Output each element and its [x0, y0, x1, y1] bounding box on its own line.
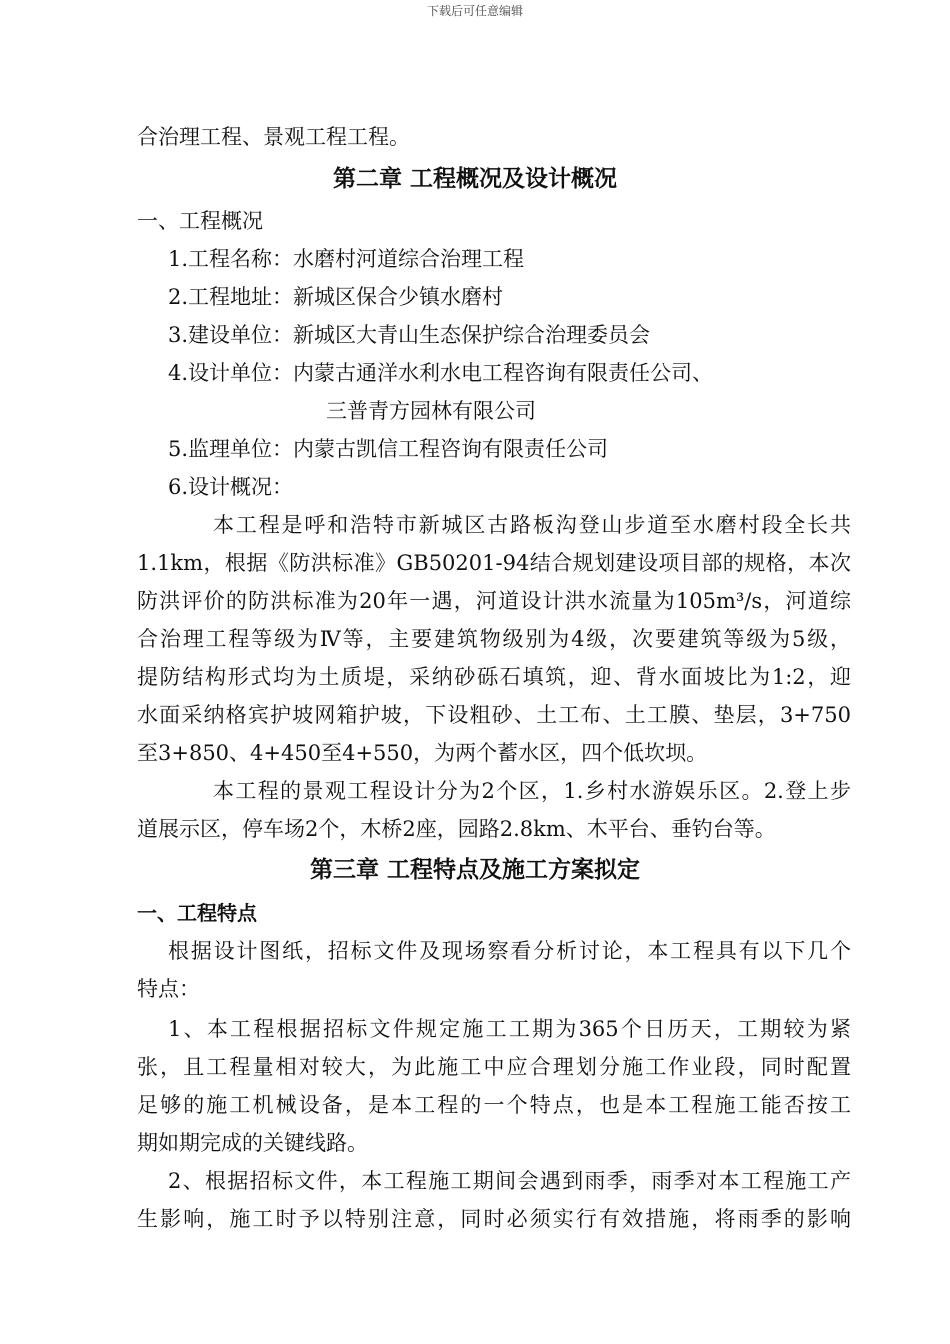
list-item: 6.设计概况：: [168, 475, 294, 499]
paragraph-line: 至3+850、4+450至4+550，为两个蓄水区，四个低坎坝。: [137, 741, 708, 765]
list-item: 3.建设单位：新城区大青山生态保护综合治理委员会: [168, 323, 651, 347]
paragraph-line: 水面采纳格宾护坡网箱护坡，下设粗砂、土工布、土工膜、垫层，3+750: [137, 703, 851, 727]
page-header: 下载后可任意编辑: [426, 4, 523, 18]
paragraph-line: 张，且工程量相对较大，为此施工中应合理划分施工作业段，同时配置: [137, 1055, 851, 1079]
list-item: 4.设计单位：内蒙古通洋水利水电工程咨询有限责任公司、: [168, 361, 714, 385]
paragraph-line: 防洪评价的防洪标准为20年一遇，河道设计洪水流量为105m³/s，河道综: [137, 589, 851, 613]
chapter-3-title: 第三章 工程特点及施工方案拟定: [309, 857, 640, 883]
paragraph-line: 生影响，施工时予以特别注意，同时必须实行有效措施，将雨季的影响: [137, 1207, 851, 1231]
list-item-continuation: 三普青方园林有限公司: [326, 399, 536, 423]
paragraph-line: 道展示区，停车场2个，木桥2座，园路2.8km、木平台、垂钓台等。: [137, 817, 776, 841]
section-title: 一、工程特点: [137, 901, 257, 925]
paragraph-line: 2、根据招标文件，本工程施工期间会遇到雨季，雨季对本工程施工产: [168, 1169, 851, 1193]
list-item: 5.监理单位：内蒙古凯信工程咨询有限责任公司: [168, 437, 609, 461]
paragraph-line: 本工程是呼和浩特市新城区古路板沟登山步道至水磨村段全长共: [213, 513, 851, 537]
paragraph-line: 提防结构形式均为土质堤，采纳砂砾石填筑，迎、背水面坡比为1:2，迎: [137, 665, 851, 689]
paragraph-line: 特点：: [137, 977, 200, 1001]
paragraph-line: 期如期完成的关键线路。: [137, 1131, 368, 1155]
paragraph-line: 足够的施工机械设备，是本工程的一个特点，也是本工程施工能否按工: [137, 1093, 851, 1117]
paragraph-line: 1.1km，根据《防洪标准》GB50201-94结合规划建设项目部的规格，本次: [137, 551, 851, 575]
list-item: 1.工程名称：水磨村河道综合治理工程: [168, 247, 525, 271]
section-title: 一、工程概况: [137, 209, 263, 233]
paragraph-line: 1、本工程根据招标文件规定施工工期为365个日历天，工期较为紧: [168, 1017, 851, 1041]
text-line: 合治理工程、景观工程工程。: [137, 125, 410, 149]
paragraph-line: 本工程的景观工程设计分为2个区，1.乡村水游娱乐区。2.登上步: [213, 779, 851, 803]
chapter-2-title: 第二章 工程概况及设计概况: [332, 166, 617, 192]
paragraph-line: 合治理工程等级为Ⅳ等，主要建筑物级别为4级，次要建筑等级为5级，: [137, 627, 851, 651]
paragraph-line: 根据设计图纸，招标文件及现场察看分析讨论，本工程具有以下几个: [168, 939, 851, 963]
list-item: 2.工程地址：新城区保合少镇水磨村: [168, 285, 504, 309]
